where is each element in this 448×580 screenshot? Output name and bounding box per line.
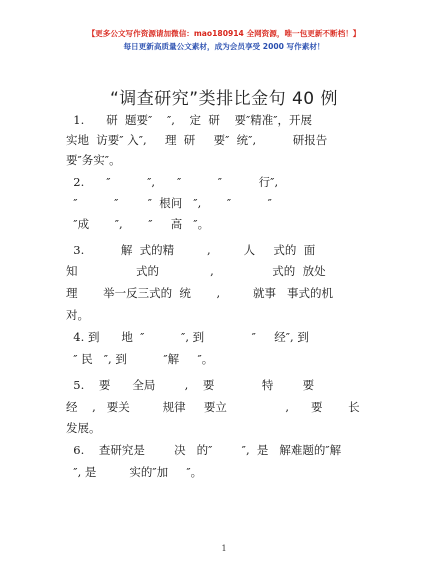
- text-line: ″ ″ ″ 根问 ″, ″ ″: [66, 196, 272, 210]
- text-line: 6. 查研究是 决 的″ ″, 是 解难题的″解: [66, 443, 342, 457]
- text-line: 要″务实″。: [66, 153, 121, 167]
- text-line: 3. 解 式的精 , 人 式的 面: [66, 243, 316, 257]
- text-line: 实地 访要″ 入″, 理 研 要″ 统″, 研报告: [66, 133, 328, 147]
- text-line: ″成 ″, ″ 高 ″。: [66, 217, 210, 231]
- page-number: 1: [221, 544, 227, 553]
- text-line: 发展。: [66, 421, 101, 435]
- text-line: 4. 到 地 ″ ″, 到 ″ 经″, 到: [66, 330, 309, 344]
- text-line: ″, 是 实的″加 ″。: [66, 465, 203, 479]
- text-line: 理 举一反三式的 统 , 就事 事式的机: [66, 286, 334, 300]
- text-line: 2. ″ ″, ″ ″ 行″,: [66, 175, 279, 189]
- text-line: 知 式的 , 式的 放处: [66, 264, 326, 278]
- text-line: 经 , 要关 规律 要立 , 要 长: [66, 400, 360, 414]
- text-line: 1. 研 题要″ ″, 定 研 要″精准″，开展: [66, 113, 313, 127]
- text-line: 5. 要 全局 , 要 特 要: [66, 378, 315, 392]
- text-line: 对。: [66, 308, 89, 322]
- promo-banner-blue: 每日更新高质量公文素材，成为会员享受 2000 写作素材！: [123, 42, 325, 51]
- document-title: “调查研究”类排比金句 40 例: [109, 89, 339, 109]
- text-line: ″ 民 ″, 到 ″解 ″。: [66, 352, 214, 366]
- promo-banner-red: 【更多公文写作资源请加微信：mao180914 全网资源，唯一包更新不断档！】: [87, 29, 361, 38]
